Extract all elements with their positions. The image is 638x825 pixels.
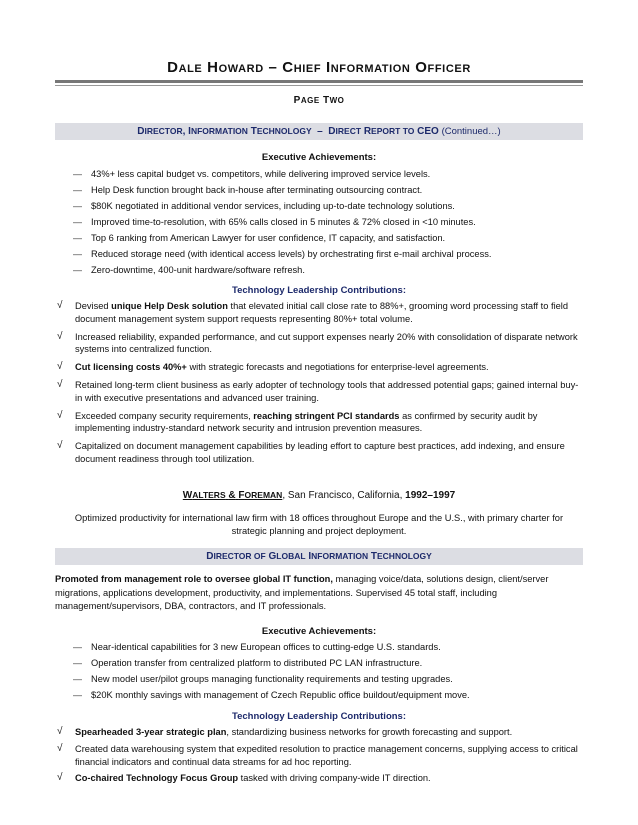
contributions-list-2 xyxy=(55,726,585,785)
list-item: √ Cut licensing costs 40%+ with strategic forecasts and negotiations for enterprise-level agreements. xyxy=(57,361,489,373)
header-rule-thick xyxy=(55,80,583,83)
executive-achievements-heading: Executive Achievements: xyxy=(261,152,377,163)
list-item: — Top 6 ranking from American Lawyer for user confidence, IT capacity, and satisfaction. xyxy=(73,233,446,243)
resume-name-title: DALE HOWARD – CHIEF INFORMATION OFFICER xyxy=(167,59,471,76)
company-name: WALTERS & FOREMAN xyxy=(182,490,283,501)
contributions-list-1 xyxy=(55,300,585,466)
role-intro: Promoted from management role to oversee global IT function, managing voice/data, solutions design, client/server migrations, applications development, productivity, and implementations. Supervised 45 total staff, including management/supervisors, DBA, contractors, and IT professionals. xyxy=(55,574,549,611)
list-item: — Improved time-to-resolution, with 65% calls closed in 5 minutes & 72% closed in <10 minutes. xyxy=(73,217,476,227)
list-item: √ Devised unique Help Desk solution that elevated initial call close rate to 88%+, grooming word processing staff to field document management system support requests representing 80%+ total volume. xyxy=(57,300,569,324)
tech-contributions-heading: Technology Leadership Contributions: xyxy=(232,285,406,296)
list-item: — $80K negotiated in additional vendor services, including up-to-date technology solutions. xyxy=(73,201,455,211)
company-line: WALTERS & FOREMAN, San Francisco, California, 1992–1997 xyxy=(182,490,456,501)
list-item: — Near-identical capabilities for 3 new European offices to cutting-edge U.S. standards. xyxy=(73,642,441,652)
list-item: — New model user/pilot groups managing functionality requirements and testing upgrades. xyxy=(73,674,453,684)
company-summary: Optimized productivity for international law firm with 18 offices throughout Europe and the U.S., with primary charter for strategic planning and project deployment. xyxy=(74,513,564,536)
section-band-director-global-it: DIRECTOR OF GLOBAL INFORMATION TECHNOLOGY xyxy=(55,548,583,565)
page-label: PAGE TWO xyxy=(293,95,345,106)
list-item: — Zero-downtime, 400-unit hardware/software refresh. xyxy=(73,265,305,275)
list-item: — $20K monthly savings with management of Czech Republic office buildout/equipment move. xyxy=(73,690,470,700)
list-item: √ Spearheaded 3-year strategic plan, standardizing business networks for growth forecasting and support. xyxy=(57,726,513,737)
executive-achievements-heading-2: Executive Achievements: xyxy=(261,626,377,637)
header-rule-thin xyxy=(55,85,583,86)
list-item: — Help Desk function brought back in-house after terminating outsourcing contract. xyxy=(73,185,423,195)
list-item: — 43%+ less capital budget vs. competitors, while delivering improved service levels. xyxy=(73,169,431,179)
list-item: — Reduced storage need (with identical access levels) by orchestrating first e-mail archival process. xyxy=(73,249,492,259)
list-item: √ Increased reliability, expanded performance, and cut support expenses nearly 20% with consolidation of disparate network systems into centralized function. xyxy=(57,330,578,355)
achievements-list-2 xyxy=(73,639,573,703)
list-item: √ Retained long-term client business as early adopter of technology tools that addressed potential gaps; gained internal buy-in with executive presentations and advanced user training. xyxy=(57,378,579,403)
achievements-list-1 xyxy=(73,166,573,278)
list-item: √ Capitalized on document management capabilities by leading effort to capture best practices, add indexing, and ensure document readiness through tool utilization. xyxy=(57,440,565,464)
tech-contributions-heading-2: Technology Leadership Contributions: xyxy=(232,711,406,722)
list-item: √ Exceeded company security requirements, reaching stringent PCI standards as confirmed by security audit by implementing industry-standard network security and intrusion prevention measures. xyxy=(57,409,538,434)
list-item: √ Co-chaired Technology Focus Group tasked with driving company-wide IT direction. xyxy=(57,772,431,784)
section-band-director-it: DIRECTOR, INFORMATION TECHNOLOGY – DIRECT REPORT TO CEO (Continued…) xyxy=(55,123,583,140)
list-item: — Operation transfer from centralized platform to distributed PC LAN infrastructure. xyxy=(73,658,423,668)
list-item: √ Created data warehousing system that expedited resolution to practice management concerns, supplying access to critical financial indicators and continual data streams for ad hoc reporting. xyxy=(57,742,578,767)
